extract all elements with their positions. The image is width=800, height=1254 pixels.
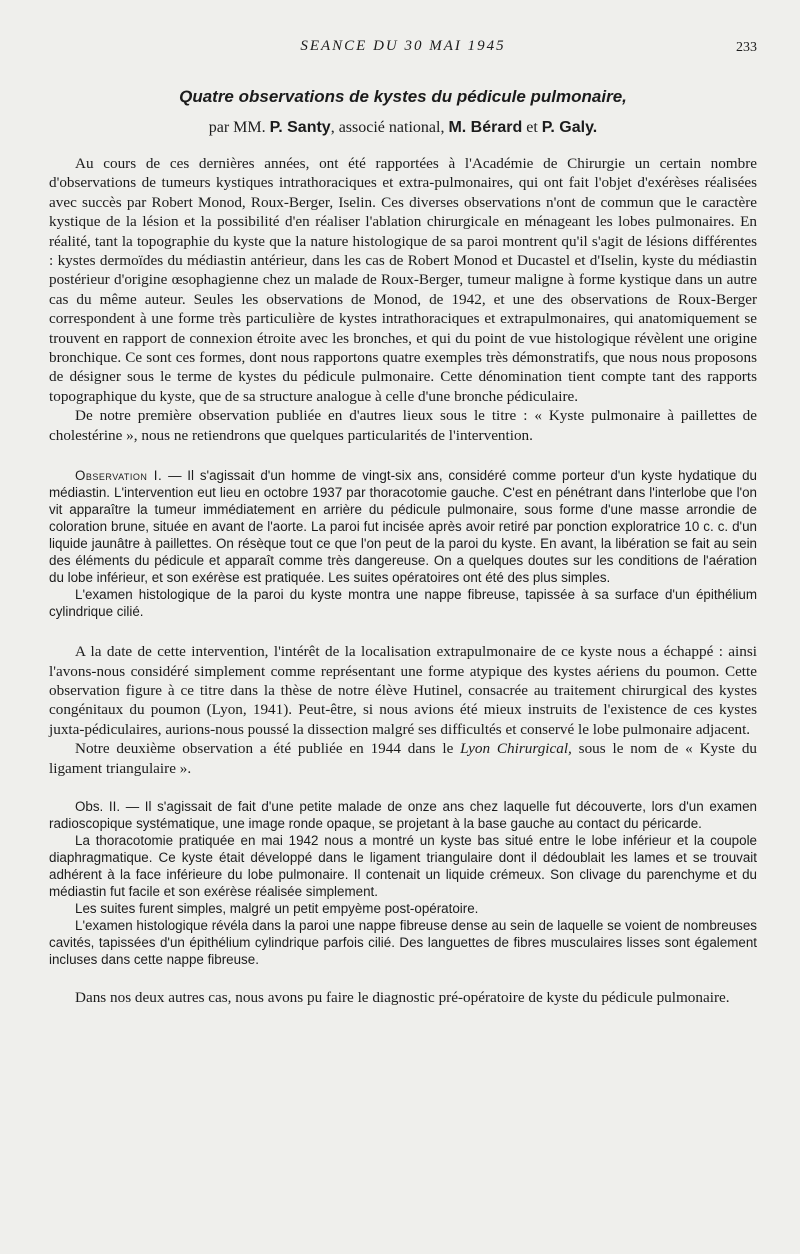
discussion-p2-post: sous le nom de « Kyste du ligament triangulaire ».: [49, 740, 758, 777]
byline-prefix: par MM.: [208, 119, 266, 136]
observation-2: [49, 798, 757, 968]
journal-name: Lyon Chirurgical,: [460, 740, 572, 758]
obs2-paragraph-2: La thoracotomie pratiquée en mai 1942 nous a montré un kyste bas situé entre le lobe inférieur et la coupole diaphragmatique. Ce kyste était développé dans le ligament triangulaire dont il dédoublait les lames et se trouvait adhérent à la face inférieure du lobe pulmonaire. Il contenait un liquide crémeux. Son clivage du parenchyme et du médiastin fut facile et son exérèse réalisée simplement.: [49, 832, 757, 899]
byline-conjunction: et: [526, 119, 538, 136]
introduction: [49, 154, 757, 445]
obs2-paragraph-4: L'examen histologique révéla dans la paroi une nappe fibreuse dense au sein de laquelle se voient de nombreuses cavités, tapissées d'un épithélium cylindrique parfois cilié. Des languettes de fibres musculaires lisses sont également incluses dans cette nappe fibreuse.: [49, 917, 757, 967]
byline: [49, 118, 757, 138]
obs1-text-1: — Il s'agissait d'un homme de vingt-six ans, considéré comme porteur d'un kyste hydatique du médiastin. L'intervention eut lieu en octobre 1937 par thoracotomie gauche. C'est en pénétrant dans l'interlobe que l'on vit apparaître la tumeur immédiatement en arrière du pédicule pulmonaire, sous forme d'une masse arrondie de coloration brune, située en avant de l'aorte. La paroi fut incisée après avoir retiré par ponction exploratrice 10 c. c. d'un liquide jaunâtre à paillettes. On résèque tout ce que l'on peut de la paroi du kyste. En avant, la libération se fait au sein des éléments du pédicule et apparaît comme très dangereuse. On a quelques doutes sur les conditions de l'aération du lobe inférieur, et son exérèse est pratiquée. Les suites opératoires ont été des plus simples.: [49, 468, 757, 586]
obs2-paragraph-1: [49, 798, 757, 832]
running-title: SEANCE DU 30 MAI 1945: [300, 38, 506, 54]
obs2-label: Obs. II.: [75, 798, 121, 814]
obs2-paragraph-3: Les suites furent simples, malgré un petit empyème post-opératoire.: [75, 900, 479, 916]
obs1-paragraph-1: [49, 467, 757, 586]
discussion: [49, 642, 757, 778]
observation-1: [49, 467, 757, 620]
obs1-label: Observation I.: [75, 468, 163, 484]
author-santy: P. Santy: [269, 119, 331, 136]
discussion-p2-pre: Notre deuxième observation a été publiée en 1944 dans le: [75, 740, 454, 758]
discussion-paragraph-1: A la date de cette intervention, l'intérêt de la localisation extrapulmonaire de ce kyste nous a échappé : ainsi l'avons-nous considéré simplement comme représentant une forme atypique des kystes aériens du poumon. Cette observation figure à ce titre dans la thèse de notre élève Hutinel, consacrée au traitement chirurgical des kystes congénitaux du poumon (Lyon, 1941). Peut-être, si nous avions été mieux instruits de l'existence de ces kystes juxta-pédiculaires, aurions-nous poussé la dissection malgré ses difficultés et conservé le lobe pulmonaire adjacent.: [49, 643, 757, 738]
obs1-paragraph-2: L'examen histologique de la paroi du kyste montra une nappe fibreuse, tapissée à sa surface d'un épithélium cylindrique cilié.: [49, 587, 757, 620]
running-header: [49, 38, 757, 64]
obs2-text-1: — Il s'agissait de fait d'une petite malade de onze ans chez laquelle fut découverte, lors d'un examen radioscopique systématique, une image ronde opaque, se projetant à la base gauche au contact du péricarde.: [49, 798, 757, 831]
article-title: Quatre observations de kystes du pédicule pulmonaire,: [179, 87, 627, 106]
intro-paragraph-1: Au cours de ces dernières années, ont été rapportées à l'Académie de Chirurgie un certain nombre d'observations de tumeurs kystiques intrathoraciques et extra-pulmonaires, qui ont fait l'objet d'exérèses réalisées avec succès par Robert Monod, Roux-Berger, Iselin. Ces diverses observations n'ont de commun que le caractère kystique de la lésion et la possibilité d'en réaliser l'ablation chirurgicale en ménageant les lobes pulmonaires. En réalité, tant la topographie du kyste que la nature histologique de sa paroi montrent qu'il s'agit de lésions différentes : kystes dermoïdes du médiastin antérieur, dans les cas de Robert Monod et Ducastel et d'Iselin, kyste du médiastin postérieur d'origine œsophagienne chez un malade de Roux-Berger, tumeur maligne à forme kystique dans un autre cas du même auteur. Seules les observations de Monod, de 1942, et une des observations de Roux-Berger correspondent à une forme très particulière de kystes intrathoraciques et extrapulmonaires, qui anatomiquement se trouvent en rapport de connexion étroite avec les bronches, et qui du point de vue histologique révèlent une origine bronchique. Ce sont ces formes, dont nous rapportons quatre exemples très démonstratifs, que nous nous proposons de désigner sous le terme de kystes du pédicule pulmonaire. Cette dénomination tient compte tant des rapports topographique du kyste, que de sa structure analogue à celle d'une bronche pédiculaire.: [49, 155, 757, 405]
intro-paragraph-2: De notre première observation publiée en d'autres lieux sous le titre : « Kyste pulmonaire à paillettes de cholestérine », nous ne retiendrons que quelques particularités de l'intervention.: [49, 407, 757, 444]
closing-paragraph: Dans nos deux autres cas, nous avons pu faire le diagnostic pré-opératoire de kyste du pédicule pulmonaire.: [75, 988, 730, 1006]
author-role: , associé national,: [330, 119, 445, 136]
discussion-paragraph-2: [49, 739, 757, 778]
page-number: 233: [736, 40, 757, 55]
closing: [49, 988, 757, 1007]
author-berard: M. Bérard: [448, 119, 523, 136]
article-content: [49, 86, 757, 1007]
author-galy: P. Galy.: [541, 119, 598, 136]
